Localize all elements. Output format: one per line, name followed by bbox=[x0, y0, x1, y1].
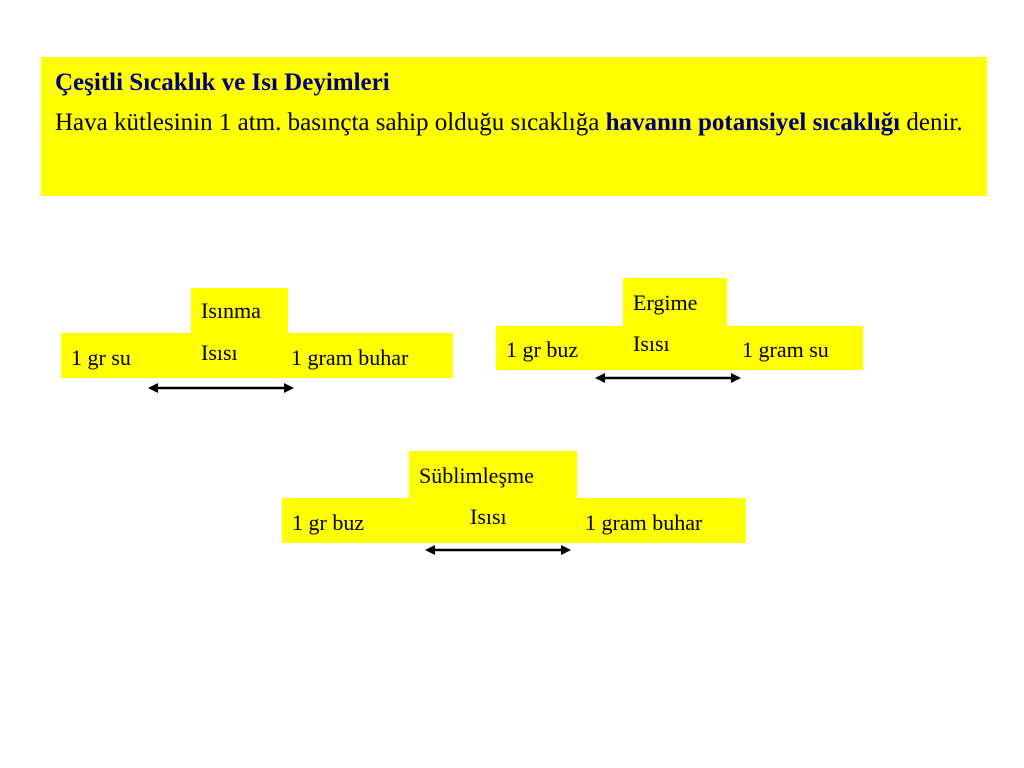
double-headed-arrow-icon bbox=[595, 371, 741, 385]
sublimation-left-label: 1 gr buz bbox=[292, 510, 365, 535]
heating-tab-label-1: Isınma bbox=[201, 298, 261, 323]
heating-right-label: 1 gram buhar bbox=[291, 345, 409, 370]
sublimation-right-label: 1 gram buhar bbox=[585, 510, 703, 535]
melting-right-label: 1 gram su bbox=[742, 337, 829, 362]
slide-title: Çeşitli Sıcaklık ve Isı Deyimleri bbox=[55, 69, 390, 96]
heating-tab-label-2: Isısı bbox=[201, 340, 238, 365]
definition-text-part2: denir bbox=[900, 109, 957, 136]
sublimation-tab-label-2: Isısı bbox=[470, 504, 507, 529]
melting-left-label: 1 gr buz bbox=[506, 337, 579, 362]
definition-text-part1: Hava kütlesinin 1 atm. basınçta sahip olduğu sıcaklığa bbox=[55, 109, 606, 136]
definition-text bbox=[55, 105, 975, 141]
sublimation-tab-label-1: Süblimleşme bbox=[419, 463, 534, 488]
definition-box bbox=[41, 57, 987, 196]
melting-tab-label-1: Ergime bbox=[633, 290, 698, 315]
double-headed-arrow-icon bbox=[148, 381, 294, 395]
heating-left-label: 1 gr su bbox=[71, 345, 131, 370]
double-headed-arrow-icon bbox=[425, 543, 571, 557]
melting-tab-label-2: Isısı bbox=[633, 331, 670, 356]
definition-period: . bbox=[956, 109, 963, 136]
definition-term: havanın potansiyel sıcaklığı bbox=[605, 109, 901, 136]
